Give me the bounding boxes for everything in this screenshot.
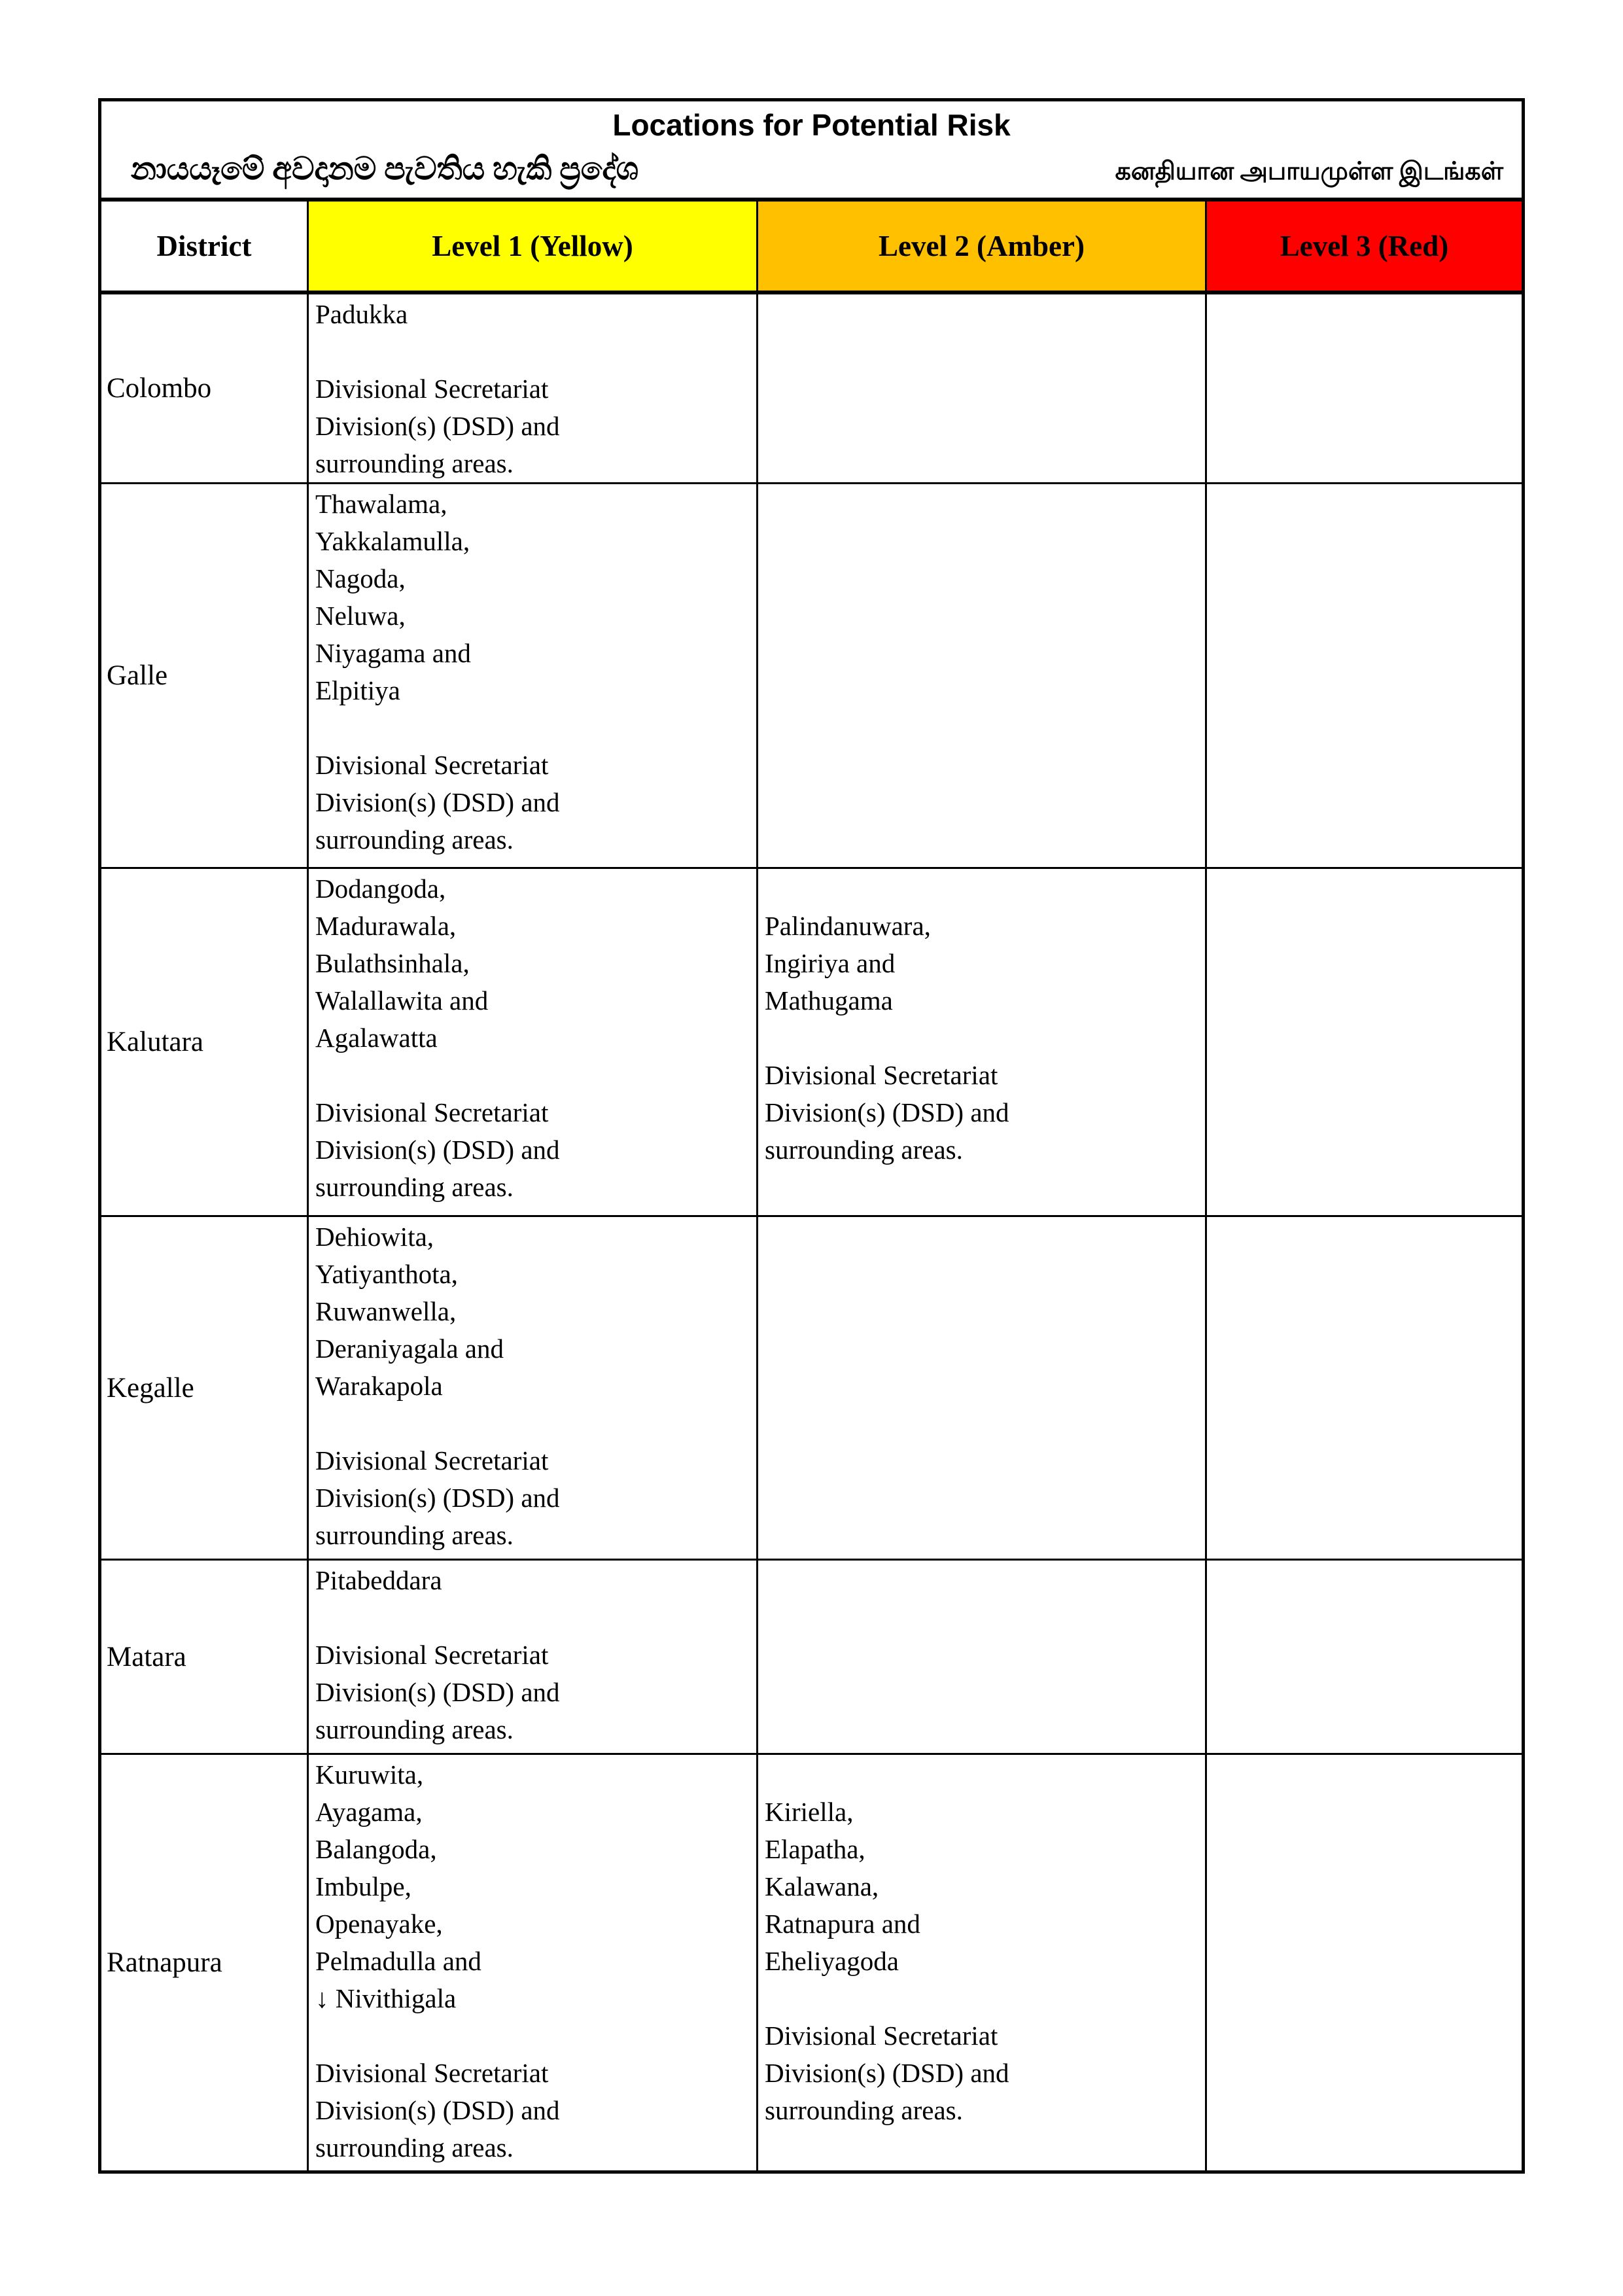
location-line: Pitabeddara [315,1565,442,1595]
location-line: Divisional Secretariat [315,750,549,780]
location-line: Divisional Secretariat [315,1097,549,1127]
location-line: surrounding areas. [315,2132,514,2163]
title-translations [101,150,1522,191]
location-line: Warakapola [315,1371,443,1401]
table-title-block [101,101,1522,202]
title-english: Locations for Potential Risk [612,108,1011,142]
location-line: Mathugama [765,985,893,1016]
header-cell-level-1: Level 1 (Yellow) [309,202,758,294]
location-line: Yatiyanthota, [315,1259,458,1289]
header-cell-level-2: Level 2 (Amber) [758,202,1207,294]
kalutara-level1-cell [309,869,758,1217]
location-line: Division(s) (DSD) and [315,411,560,441]
colombo-level1-cell [309,294,758,484]
blank-line [765,1756,1201,1793]
location-line: Palindanuwara, [765,911,931,941]
blank-line [765,1019,1201,1057]
header-cell-level-3: Level 3 (Red) [1207,202,1522,294]
location-line: Agalawatta [315,1023,438,1053]
location-line: Imbulpe, [315,1871,411,1901]
location-line: Neluwa, [315,601,406,631]
location-line: surrounding areas. [765,2095,963,2125]
location-line: Ayagama, [315,1797,423,1827]
location-line: Kalawana, [765,1871,879,1901]
location-line: Division(s) (DSD) and [315,1135,560,1165]
location-line: Kuruwita, [315,1759,424,1790]
matara-level3-cell [1207,1561,1522,1755]
location-line: surrounding areas. [765,1135,963,1165]
risk-table [98,98,1525,2174]
galle-level1-cell [309,484,758,869]
title-tamil: கனதியான அபாயமுள்ள இடங்கள் [1115,158,1503,185]
blank-line [765,1980,1201,2017]
blank-line [315,1599,752,1636]
matara-level1-cell [309,1561,758,1755]
blank-line [315,333,752,370]
location-line: Kiriella, [765,1797,854,1827]
colombo-level2-cell [758,294,1207,484]
location-line: Division(s) (DSD) and [765,1097,1009,1127]
location-line: Walallawita and [315,985,489,1016]
location-line: Divisional Secretariat [765,2021,998,2051]
location-line: Nagoda, [315,563,406,593]
location-line: Bulathsinhala, [315,948,470,978]
location-line: Division(s) (DSD) and [315,1677,560,1707]
kalutara-level3-cell [1207,869,1522,1217]
blank-line [315,1405,752,1442]
blank-line [315,2017,752,2055]
location-line: surrounding areas. [315,1714,514,1744]
location-line: Division(s) (DSD) and [315,1483,560,1513]
blank-line [315,709,752,747]
location-line: Divisional Secretariat [315,1640,549,1670]
district-cell: Colombo [101,294,309,484]
location-line: Dodangoda, [315,874,446,904]
ratnapura-level3-cell [1207,1755,1522,2170]
location-line: Niyagama and [315,638,471,668]
location-line: surrounding areas. [315,448,514,478]
ratnapura-level1-cell [309,1755,758,2170]
location-line: Ingiriya and [765,948,896,978]
district-cell: Matara [101,1561,309,1755]
location-line: Ratnapura and [765,1909,920,1939]
location-line: Divisional Secretariat [765,1060,998,1090]
district-cell: Kalutara [101,869,309,1217]
location-line: Divisional Secretariat [315,1445,549,1475]
location-line: Thawalama, [315,489,447,519]
location-line: Ruwanwella, [315,1296,457,1326]
location-line: surrounding areas. [315,1520,514,1550]
title-sinhala: නායයෑමේ අවදානම පැවතිය හැකි ප්‍රදේශ [131,152,639,186]
location-line: Balangoda, [315,1834,437,1864]
location-line: Divisional Secretariat [315,374,549,404]
location-line: Divisional Secretariat [315,2058,549,2088]
galle-level2-cell [758,484,1207,869]
location-line: Yakkalamulla, [315,526,470,556]
location-line: Eheliyagoda [765,1946,899,1976]
location-line: ↓ Nivithigala [315,1983,457,2013]
district-cell: Ratnapura [101,1755,309,2170]
location-line: Division(s) (DSD) and [315,2095,560,2125]
location-line: Deraniyagala and [315,1333,504,1364]
location-line: surrounding areas. [315,1172,514,1202]
location-line: Elpitiya [315,675,400,705]
location-line: Division(s) (DSD) and [765,2058,1009,2088]
location-line: Dehiowita, [315,1222,434,1252]
ratnapura-level2-cell [758,1755,1207,2170]
location-line: Padukka [315,299,408,329]
kalutara-level2-cell [758,869,1207,1217]
blank-line [315,1057,752,1094]
colombo-level3-cell [1207,294,1522,484]
district-cell: Galle [101,484,309,869]
location-line: Madurawala, [315,911,457,941]
district-cell: Kegalle [101,1217,309,1561]
location-line: Division(s) (DSD) and [315,787,560,817]
blank-line [765,870,1201,908]
header-cell-district: District [101,202,309,294]
location-line: Pelmadulla and [315,1946,481,1976]
location-line: surrounding areas. [315,824,514,855]
location-line: Openayake, [315,1909,443,1939]
matara-level2-cell [758,1561,1207,1755]
kegalle-level2-cell [758,1217,1207,1561]
kegalle-level3-cell [1207,1217,1522,1561]
galle-level3-cell [1207,484,1522,869]
location-line: Elapatha, [765,1834,865,1864]
kegalle-level1-cell [309,1217,758,1561]
